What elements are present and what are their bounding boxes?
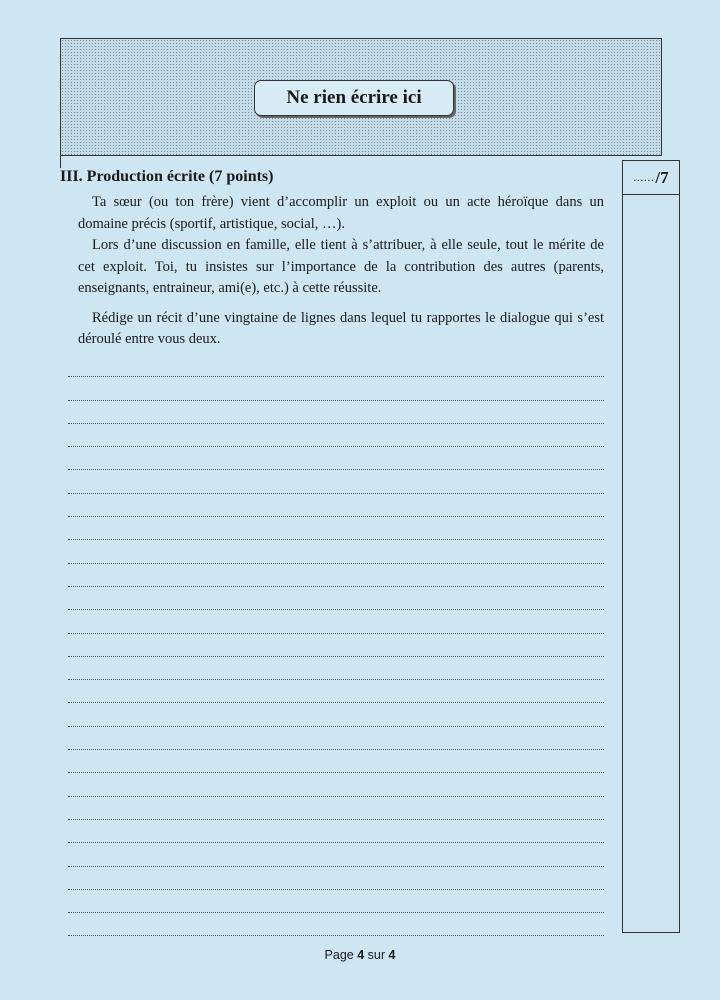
answer-line[interactable] xyxy=(68,470,604,493)
answer-line[interactable] xyxy=(68,447,604,470)
writing-prompt xyxy=(78,192,604,351)
do-not-write-text: Ne rien écrire ici xyxy=(286,87,422,108)
prompt-paragraph-3: Rédige un récit d’une vingtaine de lignes dans lequel tu rapportes le dialogue qui s’est déroulé entre vous deux. xyxy=(78,309,604,347)
answer-line[interactable] xyxy=(68,610,604,633)
answer-line[interactable] xyxy=(68,727,604,750)
answer-line[interactable] xyxy=(68,354,604,377)
answer-line[interactable] xyxy=(68,587,604,610)
footer-total-pages: 4 xyxy=(388,948,396,962)
score-max: /7 xyxy=(655,167,669,187)
answer-line[interactable] xyxy=(68,867,604,890)
answer-line[interactable] xyxy=(68,680,604,703)
answer-line[interactable] xyxy=(68,703,604,726)
answer-line[interactable] xyxy=(68,843,604,866)
answer-area[interactable] xyxy=(68,354,604,936)
page-footer xyxy=(0,948,720,962)
answer-line[interactable] xyxy=(68,401,604,424)
answer-line[interactable] xyxy=(68,634,604,657)
answer-line[interactable] xyxy=(68,540,604,563)
answer-line[interactable] xyxy=(68,890,604,913)
answer-line[interactable] xyxy=(68,494,604,517)
score-box[interactable] xyxy=(623,161,679,195)
answer-line[interactable] xyxy=(68,657,604,680)
section-title: III. Production écrite (7 points) xyxy=(60,168,274,185)
answer-line[interactable] xyxy=(68,517,604,540)
answer-line[interactable] xyxy=(68,797,604,820)
answer-line[interactable] xyxy=(68,750,604,773)
score-column xyxy=(622,160,680,933)
do-not-write-label xyxy=(254,80,454,116)
footer-of-word: sur xyxy=(367,948,386,962)
answer-line[interactable] xyxy=(68,424,604,447)
answer-line[interactable] xyxy=(68,377,604,400)
answer-line[interactable] xyxy=(68,913,604,936)
prompt-paragraph-2: Lors d’une discussion en famille, elle tient à s’attribuer, à elle seule, tout le mérite de cet exploit. Toi, tu insistes sur l’importance de la contribution des autres (parents, enseignants, entraineur, ami(e), etc.) à cette réussite. xyxy=(78,237,604,296)
margin-rule xyxy=(60,156,61,168)
prompt-paragraph-1: Ta sœur (ou ton frère) vient d’accomplir un exploit ou un acte héroïque dans un domaine précis (sportif, artistique, social, …). xyxy=(78,194,604,232)
answer-line[interactable] xyxy=(68,564,604,587)
footer-page-number: 4 xyxy=(357,948,365,962)
answer-line[interactable] xyxy=(68,820,604,843)
score-dots: ...... xyxy=(633,170,655,184)
footer-page-word: Page xyxy=(324,948,354,962)
answer-line[interactable] xyxy=(68,773,604,796)
